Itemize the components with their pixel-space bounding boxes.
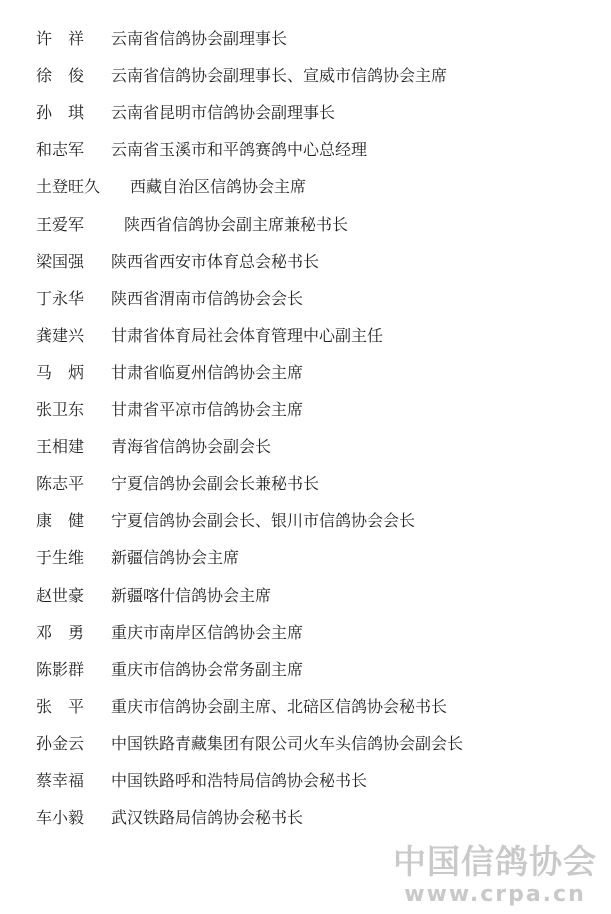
member-position: 宁夏信鸽协会副会长兼秘书长 — [111, 474, 320, 494]
member-position: 武汉铁路局信鸽协会秘书长 — [111, 808, 304, 828]
roster-row — [0, 799, 611, 836]
roster-row — [0, 94, 611, 131]
member-name: 王爱军 — [36, 214, 85, 234]
roster-row — [0, 539, 611, 576]
member-position: 甘肃省平凉市信鸽协会主席 — [111, 400, 304, 419]
watermark-title: 中国信鸽协会 — [393, 842, 597, 881]
member-name: 梁国强 — [36, 251, 85, 271]
member-position: 云南省昆明市信鸽协会副理事长 — [111, 103, 336, 123]
roster-row — [0, 688, 611, 725]
member-name: 陈影群 — [36, 659, 85, 679]
member-name: 孙金云 — [36, 733, 85, 753]
member-name: 蔡幸福 — [36, 771, 85, 790]
member-position: 西藏自治区信鸽协会主席 — [130, 177, 307, 197]
member-position: 甘肃省临夏州信鸽协会主席 — [111, 362, 304, 382]
member-name: 陈志平 — [36, 474, 85, 494]
roster-row — [0, 725, 611, 762]
member-position: 宁夏信鸽协会副会长、银川市信鸽协会会长 — [111, 511, 416, 531]
member-position: 云南省玉溪市和平鸽赛鸽中心总经理 — [111, 140, 368, 160]
member-position: 重庆市南岸区信鸽协会主席 — [111, 622, 304, 642]
watermark — [385, 842, 605, 908]
roster-row — [0, 614, 611, 651]
roster-row — [0, 428, 611, 465]
member-name: 土登旺久 — [36, 177, 101, 197]
member-position: 陕西省信鸽协会副主席兼秘书长 — [124, 214, 349, 234]
member-name: 张卫东 — [36, 400, 85, 419]
member-position: 云南省信鸽协会副理事长 — [111, 29, 288, 48]
member-name: 孙 琪 — [36, 103, 85, 123]
roster-row — [0, 243, 611, 280]
member-name: 许 祥 — [36, 29, 85, 48]
member-position: 陕西省西安市体育总会秘书长 — [111, 251, 320, 271]
roster-row — [0, 206, 611, 243]
member-position: 新疆信鸽协会主席 — [111, 548, 240, 568]
roster-row — [0, 280, 611, 317]
member-position: 重庆市信鸽协会副主席、北碚区信鸽协会秘书长 — [111, 696, 448, 716]
member-position: 中国铁路呼和浩特局信鸽协会秘书长 — [111, 771, 368, 790]
member-name: 和志军 — [36, 140, 85, 160]
member-name: 徐 俊 — [36, 66, 85, 86]
member-name: 马 炳 — [36, 362, 85, 382]
roster-row — [0, 131, 611, 168]
member-name: 车小毅 — [36, 808, 85, 828]
member-position: 陕西省渭南市信鸽协会会长 — [111, 288, 304, 308]
roster-row — [0, 465, 611, 502]
member-position: 中国铁路青藏集团有限公司火车头信鸽协会副会长 — [111, 733, 464, 753]
roster-row — [0, 762, 611, 799]
member-name: 龚建兴 — [36, 325, 85, 345]
member-name: 丁永华 — [36, 288, 85, 308]
roster-row — [0, 317, 611, 354]
roster-row — [0, 354, 611, 391]
member-name: 康 健 — [36, 511, 85, 531]
roster-row — [0, 651, 611, 688]
member-position: 重庆市信鸽协会常务副主席 — [111, 659, 304, 679]
roster-row — [0, 502, 611, 539]
roster-row — [0, 391, 611, 428]
member-name: 于生维 — [36, 548, 85, 568]
member-name: 王相建 — [36, 437, 85, 457]
member-position: 青海省信鸽协会副会长 — [111, 437, 272, 457]
roster-row — [0, 577, 611, 614]
member-position: 甘肃省体育局社会体育管理中心副主任 — [111, 325, 384, 345]
member-name: 赵世豪 — [36, 585, 85, 605]
member-name: 邓 勇 — [36, 622, 85, 642]
watermark-url: www.crpa.cn — [404, 882, 586, 907]
roster-row — [0, 57, 611, 94]
roster-row — [0, 20, 611, 57]
member-name: 张 平 — [36, 696, 85, 716]
member-position: 云南省信鸽协会副理事长、宣威市信鸽协会主席 — [111, 66, 448, 86]
roster-row — [0, 168, 611, 205]
member-position: 新疆喀什信鸽协会主席 — [111, 585, 272, 605]
